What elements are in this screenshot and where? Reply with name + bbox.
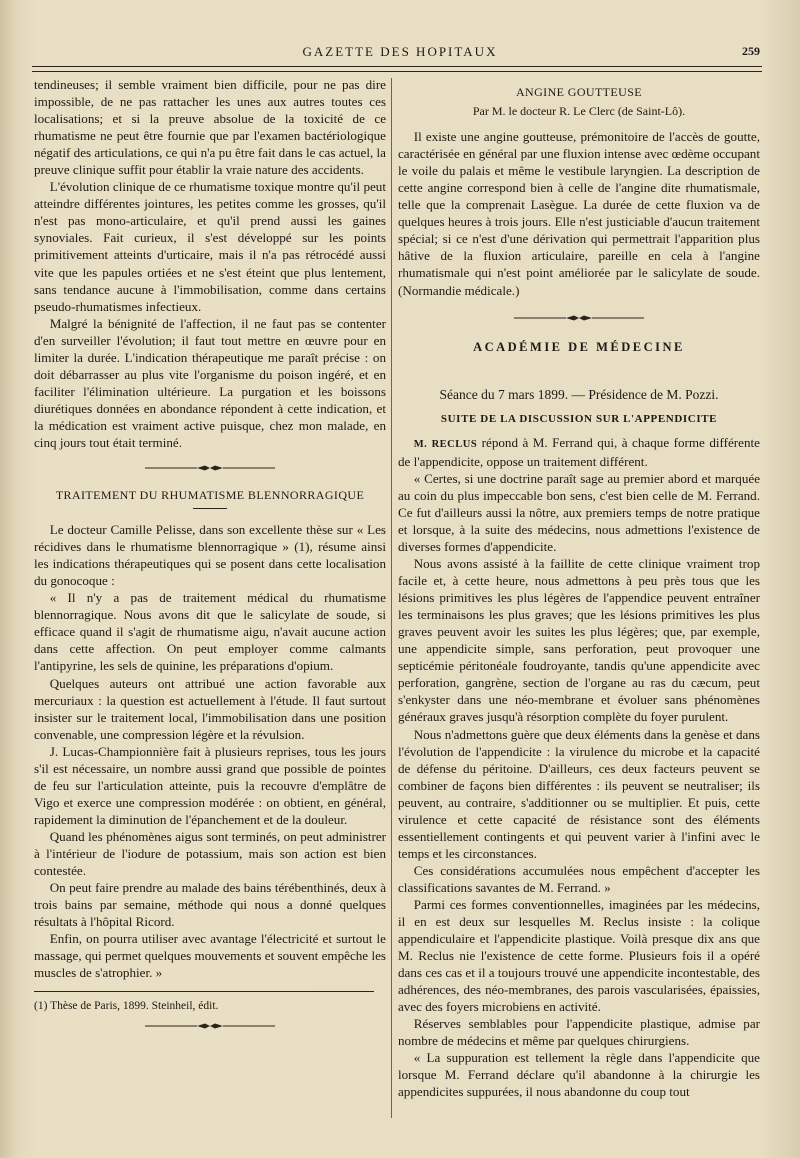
byline: Par M. le docteur R. Le Clerc (de Saint-Lô). (472, 104, 686, 119)
paragraph: Le docteur Camille Pelisse, dans son excellente thèse sur « Les récidives dans le rhumatisme blennorragique » (1), résume ainsi les indications thérapeutiques qui se posent dans cette localisation du gonocoque : (34, 522, 386, 589)
paragraph: Quand les phénomènes aigus sont terminés, on peut administrer à l'intérieur de l'iodure de potassium, mais son action est bien contestée. (34, 828, 386, 879)
paragraph: Nous n'admettons guère que deux éléments dans la genèse et dans l'évolution de l'appendicite : la virulence du microbe et la capacité de défense du péritoine. D'ailleurs, ces deux facteurs peuvent se combiner de façons bien différentes : ils peuvent se neutraliser; ils peuvent, au contraire, s'additionner ou se multiplier. Et puis, cette virulence et cette capacité de résistance sont des éléments essentiellement contingents et qui peuvent varier à l'infini avec le temps et les circonstances. (398, 726, 760, 861)
paragraph-text: répond à M. Ferrand qui, à chaque forme différente de l'appendicite, oppose un traitement différent. (398, 434, 760, 469)
paragraph: Nous avons assisté à la faillite de cette clinique vraiment trop facile et, à cette heure, nous admettons à peu près tous que les lésions primitives les plus légères de l'appendice peuvent entraîner les terminaisons les plus graves; que les lésions primitives les plus graves peuvent avoir les suites les plus légères; que, par exemple, une appendicite simple, sans perforation, peut provoquer une septicémie péritonéale foudroyante, tandis qu'une appendicite avec perforation, gangrène, section de l'organe au ras du cæcum, peut s'enkyster dans une néo-membrane et évoluer sans phénomènes généraux graves jusqu'à résorption complète du foyer purulent. (398, 556, 760, 725)
footnote-rule (34, 991, 374, 992)
left-column (34, 76, 386, 1045)
paragraph: Quelques auteurs ont attribué une action favorable aux mercuriaux : la question est actuellement à l'étude. Il faut surtout insister sur le traitement local, l'immobilisation dans une position convenable, une compression légère et la révulsion. (34, 675, 386, 742)
paragraph: « Il n'y a pas de traitement médical du rhumatisme blennorragique. Nous avons dit que le salicylate de soude, si efficace quand il s'agit de rhumatisme aigu, n'avait aucune action dans cette affection. On peut employer comme calmants l'antipyrine, les sels de quinine, les préparations d'opium. (34, 590, 386, 674)
paragraph: Il existe une angine goutteuse, prémonitoire de l'accès de goutte, caractérisée en général par une fluxion intense avec œdème occupant le voile du palais et même le vestibule laryngien. La description de cette angine correspond bien à celle de l'angine dite rhumatismale, telle que la comprenait Lasègue. La durée de cette fluxion va de quelques heures à trois jours. Elle n'est justiciable d'aucun traitement spécial; si ce n'est d'une dérivation qui permettrait l'apparition plus hâtive de la fluxion articulaire, pareille en cela à l'angine rhumatismale qui n'est point améliorée par le salicylate de soude. (Normandie médicale.) (398, 129, 760, 298)
running-head (0, 44, 800, 64)
paragraph: L'évolution clinique de ce rhumatisme toxique montre qu'il peut atteindre différentes jointures, les petites comme les grosses, qu'il n'est pas mono-articulaire, et qu'il prend aussi les gaines synoviales. Fait curieux, il s'est développé sur les points primitivement atteints d'urticaire, mais il n'a pas rétrocédé aussi vite que les papules ortiées et ne s'est éteint que plus lentement, sans tendance aucune à l'immobilisation, comme dans certains pseudo-rhumatismes infectieux. (34, 179, 386, 314)
page-number: 259 (742, 44, 760, 58)
seance-line: Séance du 7 mars 1899. — Présidence de M. Pozzi. (439, 386, 719, 402)
title-underline (193, 508, 227, 509)
ornament-divider (145, 1023, 275, 1029)
ornament-divider (145, 465, 275, 471)
paragraph: tendineuses; il semble vraiment bien difficile, pour ne pas dire impossible, de ne pas rattacher les unes aux autres toutes ces localisations; et si la preuve absolue de la toxicité de ce rhumatisme ne peut être fournie que par l'examen bactériologique négatif des articulations, ce qui n'a pu être fait dans le cas actuel, la preuve clinique suffit pour établir la vraie nature des accidents. (34, 77, 386, 178)
section-title-angine: ANGINE GOUTTEUSE (515, 85, 643, 99)
paragraph: Malgré la bénignité de l'affection, il ne faut pas se contenter d'en surveiller l'évolution; il faut tout mettre en œuvre pour en limiter la durée. L'indication thérapeutique me paraît précise : on doit débarrasser au plus vite l'organisme du poison ingéré, et en faciliter l'élimination ultérieure. La purgation et les boissons diurétiques données en abondance répondent à cette indication, et la médication est vraiment active puisque, chez mon malade, en cinq jours tout était terminé. (34, 315, 386, 450)
header-rule (32, 66, 762, 67)
paragraph: Ces considérations accumulées nous empêchent d'accepter les classifications savantes de M. Ferrand. » (398, 862, 760, 895)
section-title-rhumatisme: TRAITEMENT DU RHUMATISME BLENNORRAGIQUE (55, 488, 365, 503)
paragraph: Parmi ces formes conventionnelles, imaginées par les médecins, il en est deux sur lesquelles M. Reclus insiste : la colique appendiculaire et l'appendicite plastique. Voilà presque dix ans que M. Reclus nie l'existence de cette forme. Plusieurs fois il a opéré dans ces cas et il a toujours trouvé une appendicite incontestable, des adhérences, des néo-membranes, des parois vascularisées, épaissies, avec des foyers microbiens en activité. (398, 896, 760, 1015)
right-column (398, 76, 760, 1101)
paragraph: On peut faire prendre au malade des bains térébenthinés, deux à trois bains par semaine, méthode qui nous a donné quelques résultats à l'hôpital Ricord. (34, 880, 386, 930)
column-divider (391, 78, 392, 1118)
journal-title: GAZETTE DES HOPITAUX (302, 44, 498, 59)
paragraph: J. Lucas-Championnière fait à plusieurs reprises, tous les jours s'il est nécessaire, un nombre aussi grand que possible de pointes de feu sur l'articulation atteinte, puis la recouvre d'emplâtre de Vigo et exerce une compression modérée : on obtient, en général, rapidement la diminution de l'épanchement et de la douleur. (34, 743, 386, 827)
footnote: (1) Thèse de Paris, 1899. Steinheil, édit. (34, 1000, 219, 1013)
ornament-divider (514, 315, 644, 321)
subsection-title: SUITE DE LA DISCUSSION SUR L'APPENDICITE (440, 412, 718, 425)
paragraph: « La suppuration est tellement la règle dans l'appendicite que lorsque M. Ferrand déclare qu'il abandonne à la chirurgie les appendicites suppurées, il nous abandonne du coup tout (398, 1050, 760, 1100)
header-rule-double (32, 71, 762, 72)
paragraph (398, 434, 760, 470)
paragraph: Réserves semblables pour l'appendicite plastique, admise par nombre de médecins et même par quelques chirurgiens. (398, 1016, 760, 1049)
paragraph: Enfin, on pourra utiliser avec avantage l'électricité et surtout le massage, qui permet quelques mouvements et souvent empêche les muscles de s'atrophier. » (34, 931, 386, 981)
speaker-name: M. RECLUS (413, 438, 478, 450)
academy-title: ACADÉMIE DE MÉDECINE (473, 339, 685, 354)
paragraph: « Certes, si une doctrine paraît sage au premier abord et marquée au coin du plus impeccable bon sens, c'est bien celle de M. Ferrand. Ce fut d'ailleurs aussi la nôtre, aux premiers temps de notre pratique et lorsque, à la suite des médecins, nous admettions l'existence de diverses formes d'appendicite. (398, 470, 760, 554)
